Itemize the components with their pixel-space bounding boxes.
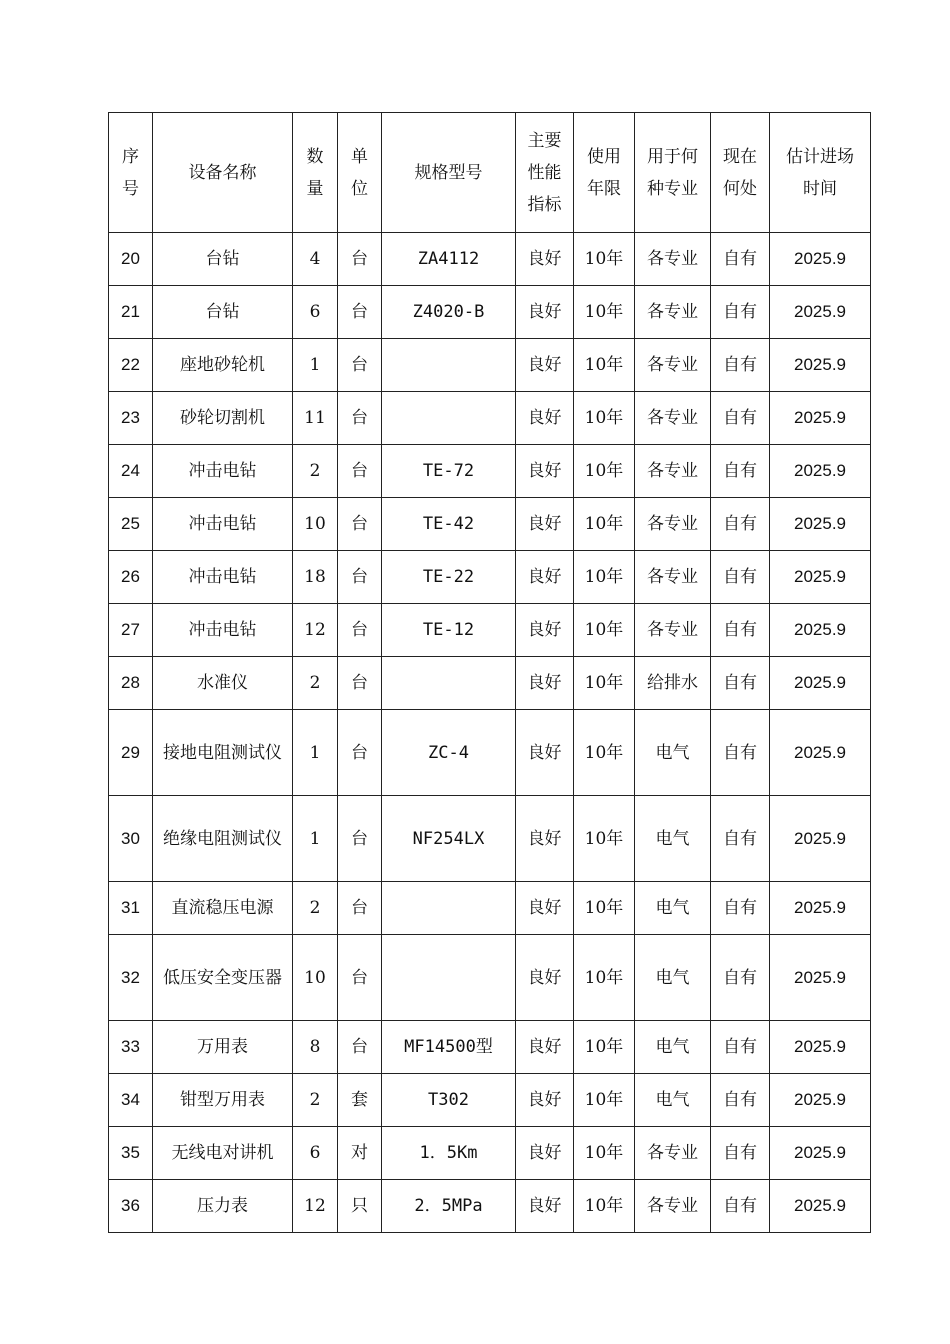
header-specialty: 用于何种专业 — [635, 113, 711, 233]
cell-service-life: 10年 — [574, 286, 635, 339]
cell-location: 自有 — [711, 286, 770, 339]
cell-location: 自有 — [711, 1127, 770, 1180]
cell-unit: 台 — [338, 498, 382, 551]
cell-service-life: 10年 — [574, 657, 635, 710]
cell-location: 自有 — [711, 1021, 770, 1074]
cell-equipment-name: 砂轮切割机 — [153, 392, 293, 445]
cell-row-number: 31 — [109, 882, 153, 935]
cell-location: 自有 — [711, 392, 770, 445]
cell-unit: 台 — [338, 882, 382, 935]
cell-model-spec: ZC-4 — [382, 710, 516, 796]
cell-quantity: 1 — [293, 710, 338, 796]
cell-equipment-name: 万用表 — [153, 1021, 293, 1074]
cell-service-life: 10年 — [574, 498, 635, 551]
cell-equipment-name: 水准仪 — [153, 657, 293, 710]
cell-entry-time: 2025.9 — [770, 392, 871, 445]
cell-specialty: 电气 — [635, 882, 711, 935]
cell-location: 自有 — [711, 604, 770, 657]
cell-model-spec: TE-12 — [382, 604, 516, 657]
cell-specialty: 各专业 — [635, 339, 711, 392]
cell-entry-time: 2025.9 — [770, 1021, 871, 1074]
cell-location: 自有 — [711, 339, 770, 392]
cell-quantity: 6 — [293, 1127, 338, 1180]
cell-entry-time: 2025.9 — [770, 1127, 871, 1180]
cell-entry-time: 2025.9 — [770, 935, 871, 1021]
cell-model-spec: 2．5MPa — [382, 1180, 516, 1233]
table-row — [109, 339, 871, 392]
cell-quantity: 1 — [293, 339, 338, 392]
cell-model-spec — [382, 339, 516, 392]
cell-model-spec: T302 — [382, 1074, 516, 1127]
cell-service-life: 10年 — [574, 1127, 635, 1180]
cell-performance: 良好 — [516, 796, 574, 882]
cell-row-number: 24 — [109, 445, 153, 498]
cell-service-life: 10年 — [574, 935, 635, 1021]
cell-specialty: 给排水 — [635, 657, 711, 710]
cell-unit: 套 — [338, 1074, 382, 1127]
cell-model-spec — [382, 392, 516, 445]
header-name: 设备名称 — [153, 113, 293, 233]
cell-entry-time: 2025.9 — [770, 445, 871, 498]
header-no: 序号 — [109, 113, 153, 233]
cell-unit: 台 — [338, 392, 382, 445]
cell-service-life: 10年 — [574, 882, 635, 935]
equipment-table — [108, 112, 871, 1233]
cell-unit: 台 — [338, 796, 382, 882]
cell-row-number: 35 — [109, 1127, 153, 1180]
cell-quantity: 2 — [293, 882, 338, 935]
cell-equipment-name: 压力表 — [153, 1180, 293, 1233]
cell-equipment-name: 冲击电钻 — [153, 445, 293, 498]
cell-location: 自有 — [711, 935, 770, 1021]
cell-row-number: 21 — [109, 286, 153, 339]
table-row — [109, 657, 871, 710]
cell-performance: 良好 — [516, 551, 574, 604]
cell-specialty: 各专业 — [635, 604, 711, 657]
cell-service-life: 10年 — [574, 445, 635, 498]
cell-specialty: 各专业 — [635, 551, 711, 604]
cell-performance: 良好 — [516, 498, 574, 551]
cell-specialty: 各专业 — [635, 286, 711, 339]
header-performance: 主要性能指标 — [516, 113, 574, 233]
cell-specialty: 电气 — [635, 935, 711, 1021]
table-row — [109, 1074, 871, 1127]
cell-equipment-name: 冲击电钻 — [153, 551, 293, 604]
cell-service-life: 10年 — [574, 1074, 635, 1127]
cell-service-life: 10年 — [574, 604, 635, 657]
cell-model-spec — [382, 882, 516, 935]
cell-performance: 良好 — [516, 935, 574, 1021]
cell-entry-time: 2025.9 — [770, 339, 871, 392]
table-row — [109, 604, 871, 657]
cell-quantity: 1 — [293, 796, 338, 882]
cell-model-spec: Z4020-B — [382, 286, 516, 339]
cell-performance: 良好 — [516, 1180, 574, 1233]
cell-location: 自有 — [711, 1180, 770, 1233]
cell-service-life: 10年 — [574, 392, 635, 445]
cell-row-number: 33 — [109, 1021, 153, 1074]
cell-unit: 台 — [338, 710, 382, 796]
cell-quantity: 12 — [293, 604, 338, 657]
cell-entry-time: 2025.9 — [770, 1180, 871, 1233]
cell-model-spec: TE-72 — [382, 445, 516, 498]
cell-quantity: 10 — [293, 935, 338, 1021]
cell-specialty: 各专业 — [635, 1180, 711, 1233]
cell-equipment-name: 无线电对讲机 — [153, 1127, 293, 1180]
table-row — [109, 1127, 871, 1180]
cell-entry-time: 2025.9 — [770, 796, 871, 882]
cell-model-spec: ZA4112 — [382, 233, 516, 286]
cell-unit: 台 — [338, 935, 382, 1021]
cell-equipment-name: 台钻 — [153, 286, 293, 339]
cell-quantity: 6 — [293, 286, 338, 339]
cell-equipment-name: 接地电阻测试仪 — [153, 710, 293, 796]
cell-specialty: 各专业 — [635, 392, 711, 445]
cell-service-life: 10年 — [574, 1021, 635, 1074]
table-row — [109, 1021, 871, 1074]
cell-model-spec: MF14500型 — [382, 1021, 516, 1074]
table-row — [109, 233, 871, 286]
table-header-row — [109, 113, 871, 233]
header-qty: 数量 — [293, 113, 338, 233]
cell-performance: 良好 — [516, 1074, 574, 1127]
cell-model-spec: TE-42 — [382, 498, 516, 551]
cell-specialty: 电气 — [635, 1074, 711, 1127]
cell-unit: 只 — [338, 1180, 382, 1233]
cell-row-number: 26 — [109, 551, 153, 604]
header-service-life: 使用年限 — [574, 113, 635, 233]
cell-unit: 台 — [338, 1021, 382, 1074]
cell-service-life: 10年 — [574, 710, 635, 796]
cell-row-number: 30 — [109, 796, 153, 882]
cell-equipment-name: 直流稳压电源 — [153, 882, 293, 935]
cell-quantity: 2 — [293, 657, 338, 710]
cell-performance: 良好 — [516, 710, 574, 796]
cell-performance: 良好 — [516, 657, 574, 710]
cell-location: 自有 — [711, 657, 770, 710]
cell-specialty: 电气 — [635, 1021, 711, 1074]
cell-model-spec: NF254LX — [382, 796, 516, 882]
cell-unit: 台 — [338, 286, 382, 339]
cell-entry-time: 2025.9 — [770, 657, 871, 710]
cell-row-number: 22 — [109, 339, 153, 392]
cell-model-spec — [382, 935, 516, 1021]
header-location: 现在何处 — [711, 113, 770, 233]
cell-service-life: 10年 — [574, 339, 635, 392]
cell-performance: 良好 — [516, 286, 574, 339]
cell-equipment-name: 座地砂轮机 — [153, 339, 293, 392]
cell-service-life: 10年 — [574, 551, 635, 604]
cell-location: 自有 — [711, 445, 770, 498]
cell-unit: 台 — [338, 233, 382, 286]
cell-entry-time: 2025.9 — [770, 498, 871, 551]
cell-row-number: 29 — [109, 710, 153, 796]
cell-service-life: 10年 — [574, 796, 635, 882]
table-row — [109, 1180, 871, 1233]
cell-entry-time: 2025.9 — [770, 1074, 871, 1127]
table-row — [109, 935, 871, 1021]
cell-performance: 良好 — [516, 604, 574, 657]
cell-quantity: 2 — [293, 445, 338, 498]
cell-performance: 良好 — [516, 1021, 574, 1074]
cell-model-spec: TE-22 — [382, 551, 516, 604]
cell-location: 自有 — [711, 551, 770, 604]
cell-location: 自有 — [711, 796, 770, 882]
cell-row-number: 25 — [109, 498, 153, 551]
cell-quantity: 11 — [293, 392, 338, 445]
cell-performance: 良好 — [516, 392, 574, 445]
cell-entry-time: 2025.9 — [770, 604, 871, 657]
cell-equipment-name: 低压安全变压器 — [153, 935, 293, 1021]
cell-service-life: 10年 — [574, 1180, 635, 1233]
cell-model-spec — [382, 657, 516, 710]
cell-unit: 台 — [338, 551, 382, 604]
cell-location: 自有 — [711, 710, 770, 796]
cell-entry-time: 2025.9 — [770, 286, 871, 339]
cell-unit: 台 — [338, 339, 382, 392]
cell-entry-time: 2025.9 — [770, 882, 871, 935]
table-row — [109, 286, 871, 339]
cell-location: 自有 — [711, 233, 770, 286]
cell-performance: 良好 — [516, 233, 574, 286]
cell-specialty: 电气 — [635, 710, 711, 796]
cell-specialty: 各专业 — [635, 445, 711, 498]
cell-specialty: 各专业 — [635, 1127, 711, 1180]
cell-quantity: 12 — [293, 1180, 338, 1233]
table-row — [109, 710, 871, 796]
cell-location: 自有 — [711, 882, 770, 935]
cell-row-number: 34 — [109, 1074, 153, 1127]
header-model: 规格型号 — [382, 113, 516, 233]
cell-row-number: 28 — [109, 657, 153, 710]
cell-performance: 良好 — [516, 445, 574, 498]
table-row — [109, 796, 871, 882]
cell-entry-time: 2025.9 — [770, 551, 871, 604]
cell-unit: 对 — [338, 1127, 382, 1180]
table-row — [109, 445, 871, 498]
cell-location: 自有 — [711, 1074, 770, 1127]
header-entry-time: 估计进场时间 — [770, 113, 871, 233]
cell-equipment-name: 冲击电钻 — [153, 604, 293, 657]
cell-row-number: 32 — [109, 935, 153, 1021]
cell-quantity: 4 — [293, 233, 338, 286]
cell-unit: 台 — [338, 657, 382, 710]
cell-row-number: 23 — [109, 392, 153, 445]
cell-equipment-name: 冲击电钻 — [153, 498, 293, 551]
cell-entry-time: 2025.9 — [770, 233, 871, 286]
cell-specialty: 电气 — [635, 796, 711, 882]
cell-row-number: 20 — [109, 233, 153, 286]
table-row — [109, 551, 871, 604]
cell-row-number: 36 — [109, 1180, 153, 1233]
cell-entry-time: 2025.9 — [770, 710, 871, 796]
cell-equipment-name: 绝缘电阻测试仪 — [153, 796, 293, 882]
cell-performance: 良好 — [516, 339, 574, 392]
cell-unit: 台 — [338, 604, 382, 657]
cell-quantity: 10 — [293, 498, 338, 551]
table-row — [109, 498, 871, 551]
cell-location: 自有 — [711, 498, 770, 551]
header-unit: 单位 — [338, 113, 382, 233]
cell-equipment-name: 台钻 — [153, 233, 293, 286]
cell-specialty: 各专业 — [635, 233, 711, 286]
table-row — [109, 392, 871, 445]
cell-specialty: 各专业 — [635, 498, 711, 551]
cell-quantity: 2 — [293, 1074, 338, 1127]
cell-row-number: 27 — [109, 604, 153, 657]
cell-performance: 良好 — [516, 882, 574, 935]
cell-quantity: 18 — [293, 551, 338, 604]
table-row — [109, 882, 871, 935]
cell-unit: 台 — [338, 445, 382, 498]
cell-quantity: 8 — [293, 1021, 338, 1074]
cell-performance: 良好 — [516, 1127, 574, 1180]
cell-model-spec: 1．5Km — [382, 1127, 516, 1180]
cell-service-life: 10年 — [574, 233, 635, 286]
cell-equipment-name: 钳型万用表 — [153, 1074, 293, 1127]
